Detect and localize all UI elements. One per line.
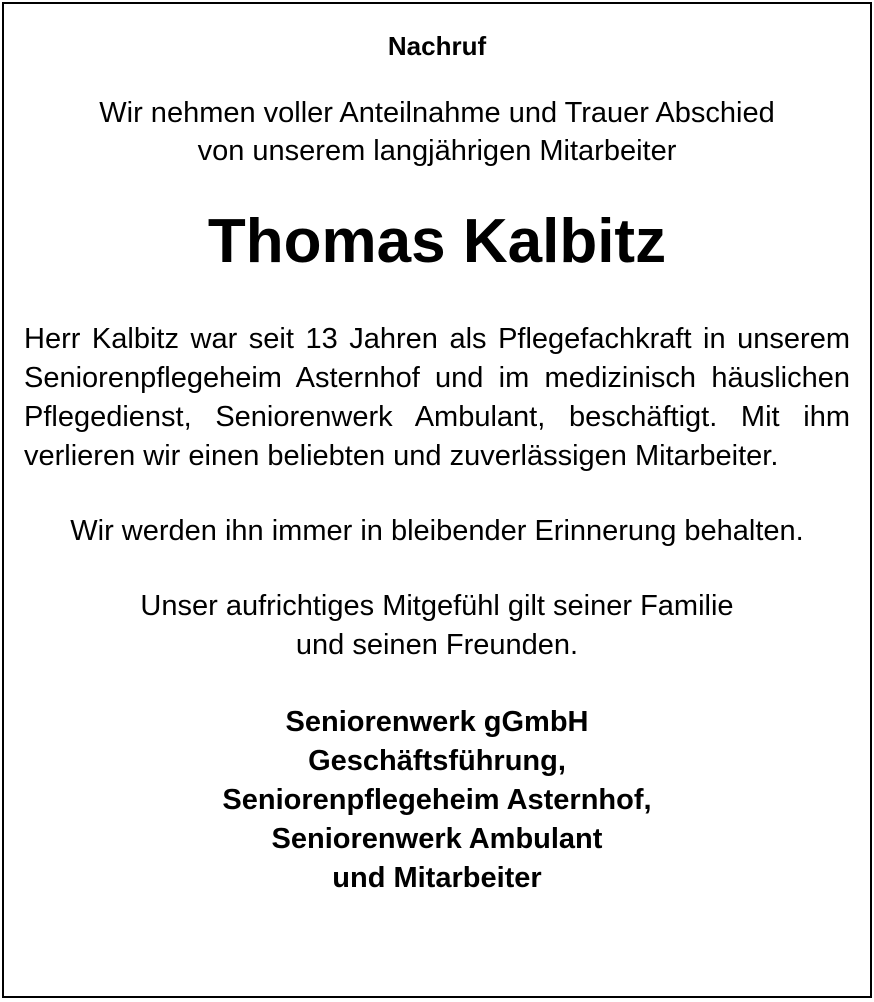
- intro-text: [24, 94, 850, 170]
- intro-line: Wir nehmen voller Anteilnahme und Trauer Abschied: [99, 97, 775, 129]
- intro-line: von unserem langjährigen Mitarbeiter: [197, 135, 677, 167]
- signature-line: Geschäftsführung,: [308, 745, 566, 777]
- signature-line: und Mitarbeiter: [332, 862, 542, 894]
- notice-heading: Nachruf: [387, 31, 487, 61]
- sympathy-line: und seinen Freunden.: [295, 629, 579, 661]
- obituary-notice: [2, 2, 872, 998]
- sympathy-text: [24, 587, 850, 665]
- signature-block: [24, 703, 850, 898]
- signature-line: Seniorenwerk gGmbH: [285, 706, 589, 738]
- sympathy-line: Unser aufrichtiges Mitgefühl gilt seiner Familie: [140, 590, 734, 622]
- memory-line: Wir werden ihn immer in bleibender Erinnerung behalten.: [70, 515, 804, 547]
- deceased-name: Thomas Kalbitz: [207, 207, 667, 276]
- signature-line: Seniorenwerk Ambulant: [271, 823, 603, 855]
- body-paragraph: Herr Kalbitz war seit 13 Jahren als Pflegefachkraft in unserem Seniorenpflegeheim Asternhof und im medizinisch häuslichen Pflegedienst, Seniorenwerk Ambulant, beschäftigt. Mit ihm verlieren wir einen beliebten und zuverlässigen Mitarbeiter.: [24, 323, 850, 472]
- signature-line: Seniorenpflegeheim Asternhof,: [222, 784, 652, 816]
